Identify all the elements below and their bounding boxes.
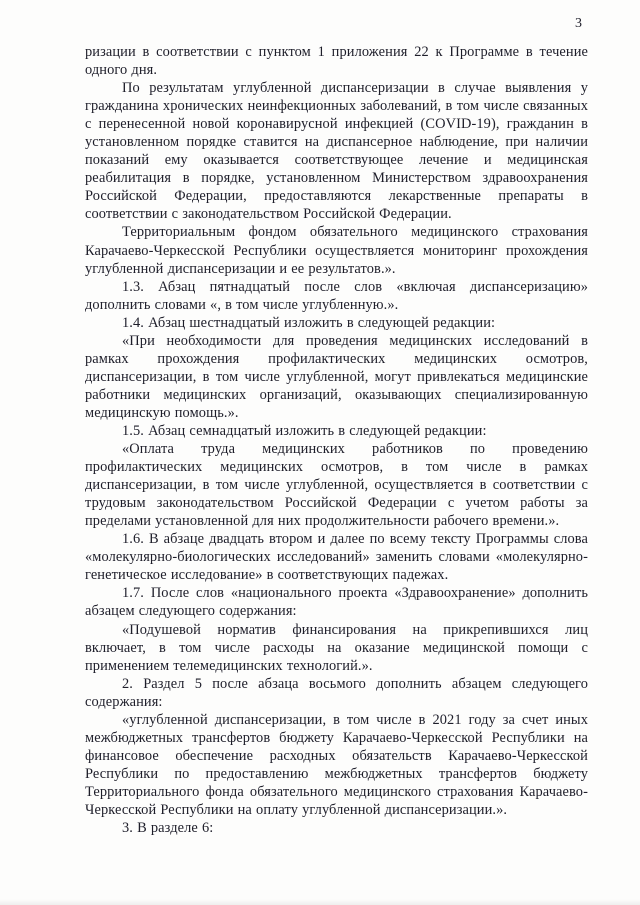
scan-edge-artifact — [0, 899, 640, 905]
paragraph: 3. В разделе 6: — [122, 820, 214, 837]
page-number: 3 — [575, 16, 582, 31]
paragraph: 1.3. Абзац пятнадцатый после слов «включая диспансеризацию» дополнить словами «, в том числе углубленную.». — [85, 278, 588, 313]
paragraph: ризации в соответствии с пунктом 1 приложения 22 к Программе в течение одного дня. — [85, 44, 588, 79]
paragraph: По результатам углубленной диспансеризации в случае выявления у гражданина хронических неинфекционных заболеваний, в том числе связанных с перенесенной новой коронавирусной инфекцией (COVID-19), гражданин в установленном порядке ставится на диспансерное наблюдение, при наличии показаний ему оказывается соответствующее лечение и медицинская реабилитация в порядке, установленном Министерством здравоохранения Российской Федерации, предоставляются лекарственные препараты в соответствии с законодательством Российской Федерации. — [85, 80, 588, 223]
paragraph: 1.5. Абзац семнадцатый изложить в следующей редакции: — [122, 422, 487, 439]
paragraph: 1.6. В абзаце двадцать втором и далее по всему тексту Программы слова «молекулярно-биологических исследований» заменить словами «молекулярно-генетическое исследование» в соответствующих падежах. — [85, 531, 588, 584]
paragraph: Территориальным фондом обязательного медицинского страхования Карачаево-Черкесской Республики осуществляется мониторинг прохождения углубленной диспансеризации и ее результатов.». — [85, 224, 588, 277]
paragraph: «Подушевой норматив финансирования на прикрепившихся лиц включает, в том числе расходы на оказание медицинской помощи с применением телемедицинских технологий.». — [85, 621, 588, 674]
paragraph: «Оплата труда медицинских работников по проведению профилактических медицинских осмотров, в том числе в рамках диспансеризации, в том числе углубленной, осуществляется в соответствии с трудовым законодательством Российской Федерации с учетом работы за пределами установленной для них продолжительности рабочего времени.». — [85, 441, 588, 530]
paragraph: «При необходимости для проведения медицинских исследований в рамках прохождения профилактических медицинских осмотров, диспансеризации, в том числе углубленной, могут привлекаться медицинские работники медицинских организаций, оказывающих специализированную медицинскую помощь.». — [85, 332, 588, 421]
document-body — [85, 43, 588, 837]
paragraph: 1.7. После слов «национального проекта «Здравоохранение» дополнить абзацем следующего содержания: — [85, 585, 588, 620]
paragraph: 1.4. Абзац шестнадцатый изложить в следующей редакции: — [122, 314, 496, 331]
paragraph: 2. Раздел 5 после абзаца восьмого дополнить абзацем следующего содержания: — [85, 675, 588, 710]
paragraph: «углубленной диспансеризации, в том числе в 2021 году за счет иных межбюджетных трансфертов бюджету Карачаево-Черкесской Республики на финансовое обеспечение расходных обязательств Карачаево-Черкесской Республики по предоставлению межбюджетных трансфертов бюджету Территориального фонда обязательного медицинского страхования Карачаево-Черкесской Республики на оплату углубленной диспансеризации.». — [85, 711, 588, 818]
